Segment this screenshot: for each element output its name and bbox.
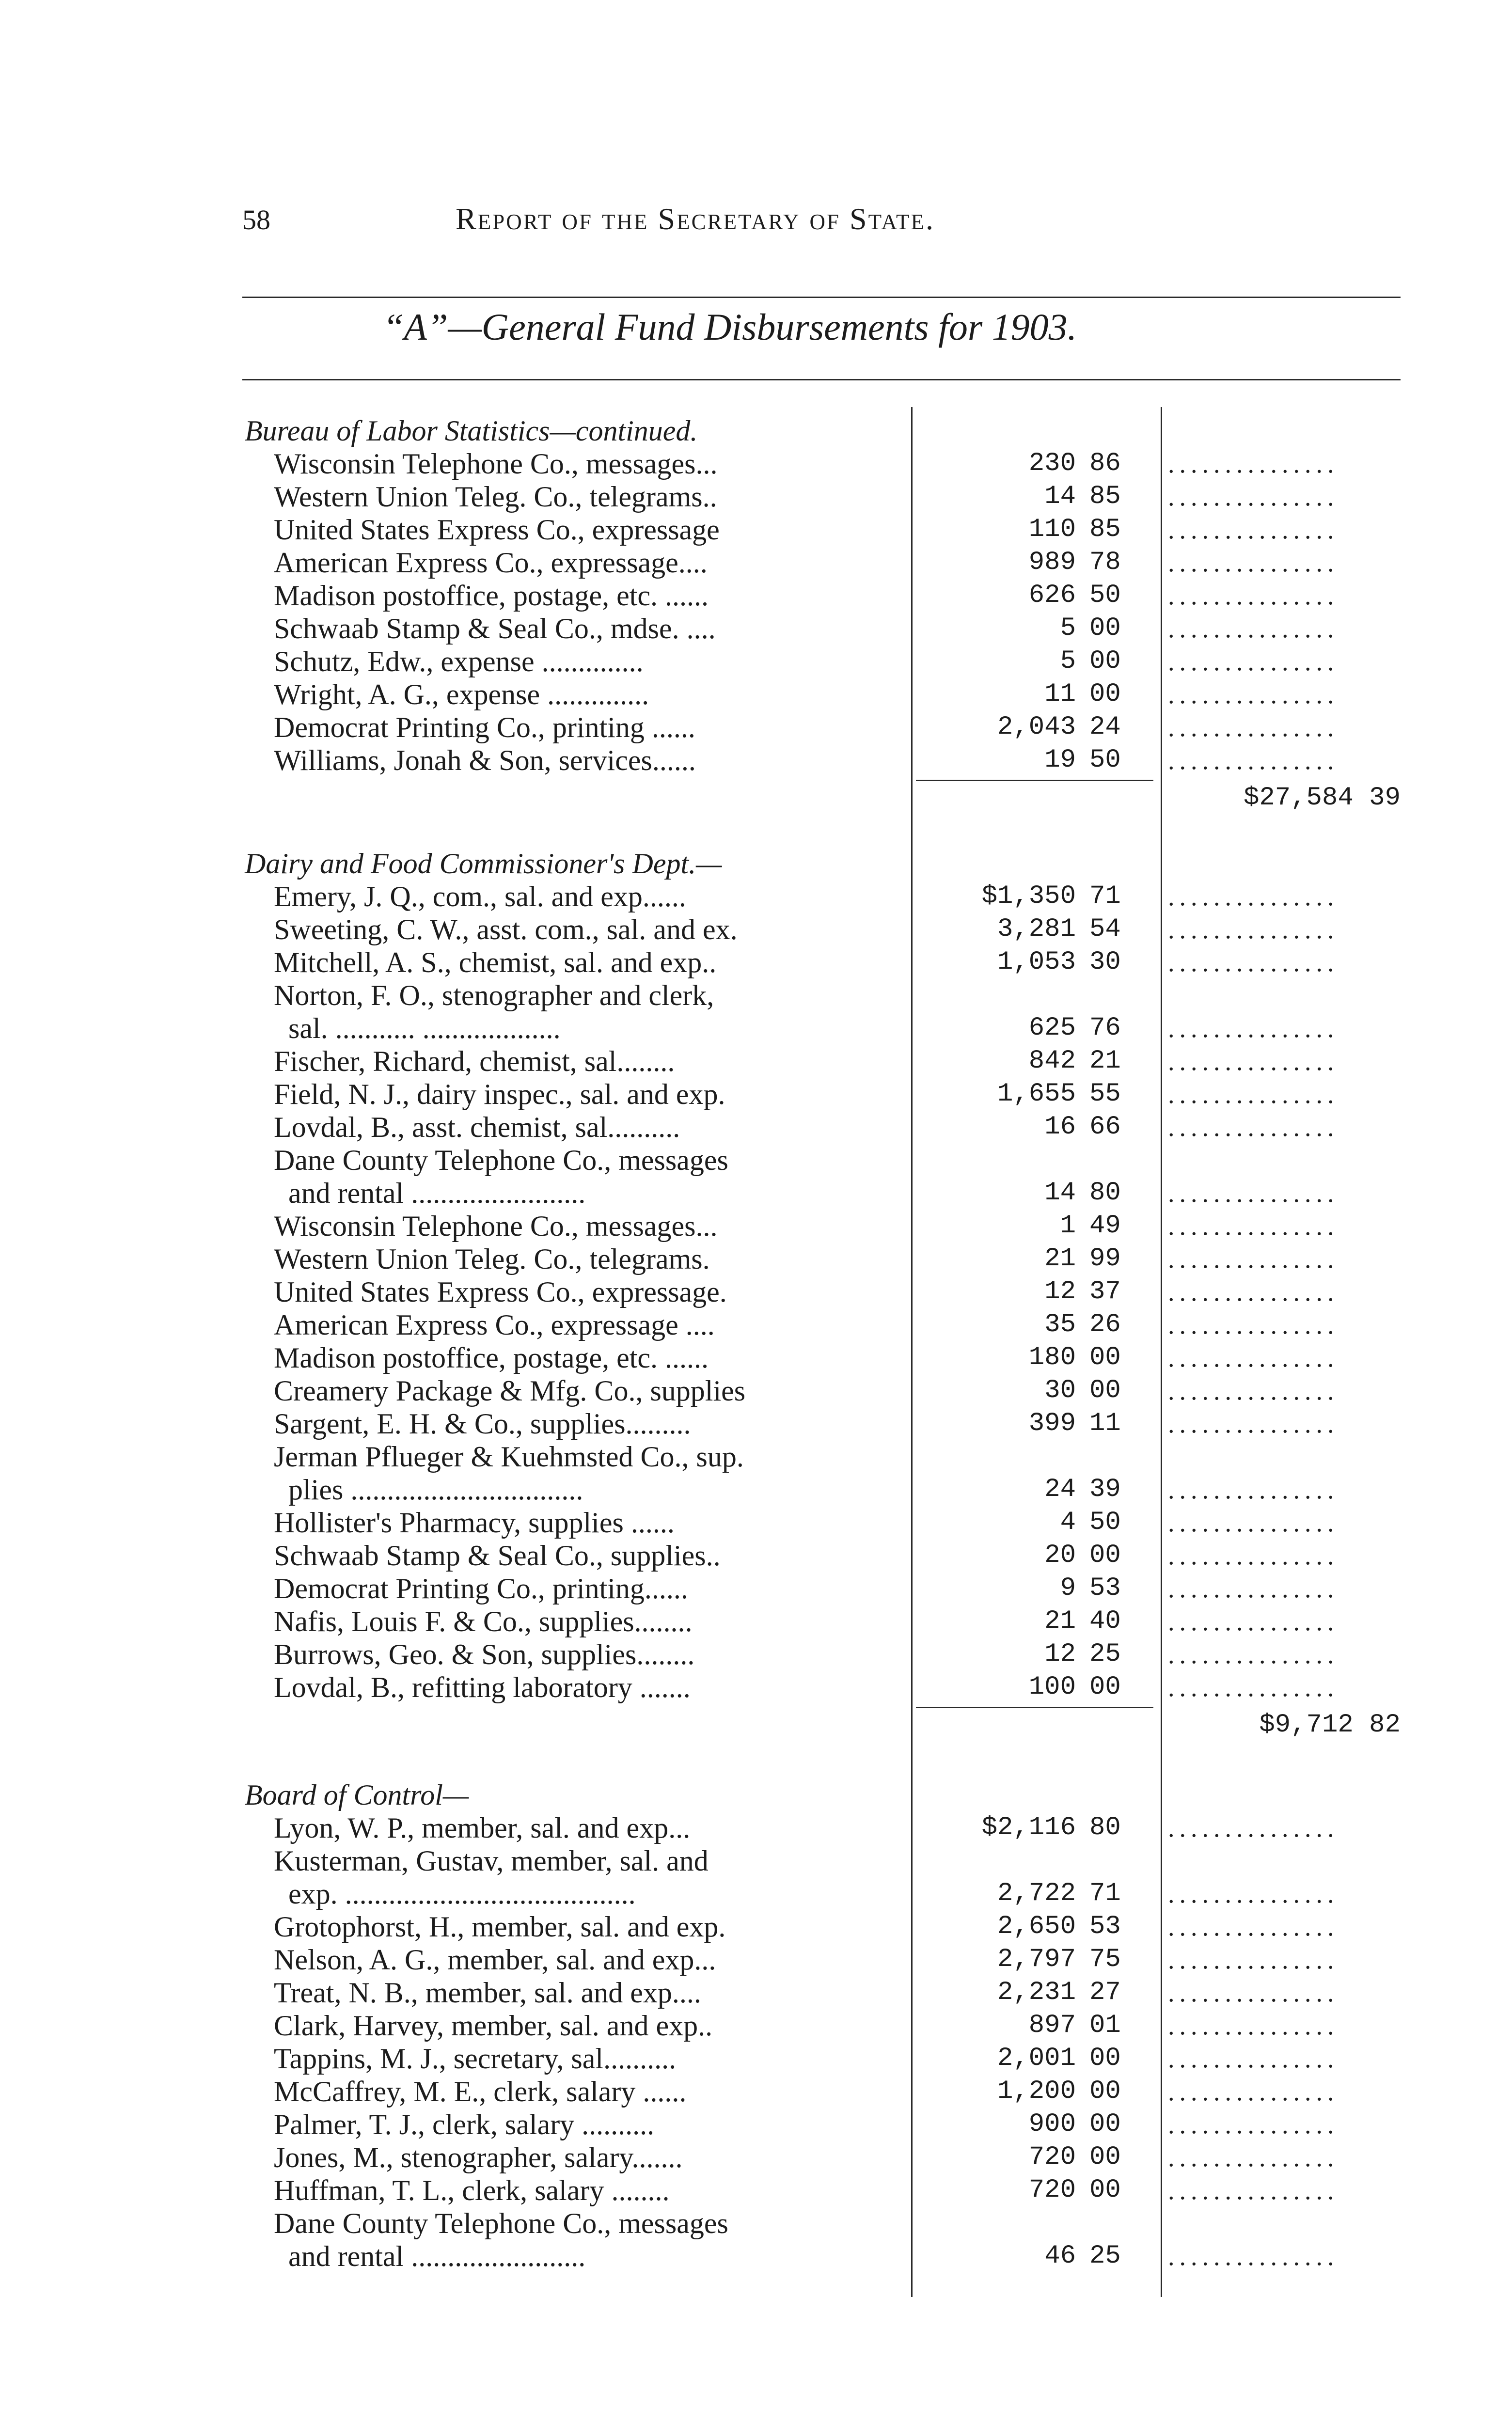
amount-dollars: 46 [1044, 2241, 1076, 2271]
total-column-leader: ............... [1168, 1179, 1339, 1208]
total-column-leader: ............... [1168, 482, 1339, 511]
total-column-leader: ............... [1168, 1080, 1339, 1109]
amount-cents: 00 [1089, 614, 1121, 643]
entry-description: Western Union Teleg. Co., telegrams.. [274, 481, 717, 513]
entry-description: Schwaab Stamp & Seal Co., supplies.. [274, 1540, 721, 1572]
entry-description: Democrat Printing Co., printing...... [274, 1573, 688, 1605]
table-row [0, 2141, 1512, 2174]
amount-cents: 53 [1089, 1912, 1121, 1941]
amount-cents: 00 [1089, 2109, 1121, 2139]
entry-description: Jones, M., stenographer, salary....... [274, 2141, 683, 2173]
total-column-leader: ............... [1168, 1574, 1339, 1603]
table-row [0, 1605, 1512, 1638]
amount-cents: 25 [1089, 1639, 1121, 1669]
amount-cents: 11 [1089, 1409, 1121, 1438]
entry-description: Williams, Jonah & Son, services...... [274, 744, 696, 776]
table-row [0, 579, 1512, 612]
amount-cents: 00 [1089, 1343, 1121, 1372]
entry-description: Kusterman, Gustav, member, sal. and [274, 1845, 709, 1877]
amount-dollars: 14 [1044, 482, 1076, 511]
entry-description: American Express Co., expressage.... [274, 547, 708, 579]
table-row [0, 480, 1512, 513]
amount-dollars: 2,650 [997, 1912, 1076, 1941]
amount-dollars: $2,116 [981, 1813, 1076, 1842]
entry-description: Tappins, M. J., secretary, sal.......... [274, 2043, 677, 2075]
entry-description: Dane County Telephone Co., messages [274, 2207, 728, 2239]
amount-cents: 26 [1089, 1310, 1121, 1339]
entry-description: Wright, A. G., expense .............. [274, 678, 649, 710]
amount-dollars: 4 [1060, 1508, 1076, 1537]
total-column-leader: ............... [1168, 948, 1339, 977]
table-row [0, 979, 1512, 1012]
total-column-leader: ............... [1168, 1014, 1339, 1043]
table-row [0, 2042, 1512, 2075]
total-column-leader: ............... [1168, 1673, 1339, 1702]
table-row [0, 2108, 1512, 2141]
total-column-leader: ............... [1168, 1113, 1339, 1142]
entry-description: Jerman Pflueger & Kuehmsted Co., sup. [274, 1441, 744, 1473]
table-row [0, 1539, 1512, 1572]
entry-description: plies ................................ [288, 1474, 583, 1506]
entry-description: Burrows, Geo. & Son, supplies........ [274, 1638, 695, 1670]
entry-description: Lyon, W. P., member, sal. and exp... [274, 1812, 691, 1844]
amount-cents: 00 [1089, 679, 1121, 709]
entry-description: United States Express Co., expressage [274, 514, 720, 546]
amount-cents: 80 [1089, 1178, 1121, 1208]
table-row [0, 447, 1512, 480]
entry-description: United States Express Co., expressage. [274, 1276, 727, 1308]
amount-dollars: $1,350 [981, 881, 1076, 911]
amount-dollars: 626 [1028, 581, 1076, 610]
table-row [0, 946, 1512, 979]
table-row [0, 2009, 1512, 2042]
entry-description: Palmer, T. J., clerk, salary .......... [274, 2108, 655, 2140]
table-row [0, 546, 1512, 579]
entry-description: and rental ........................ [288, 1177, 586, 1209]
amount-dollars: 2,001 [997, 2044, 1076, 2073]
amount-cents: 00 [1089, 2175, 1121, 2205]
total-column-leader: ............... [1168, 746, 1339, 775]
table-row [0, 711, 1512, 744]
amount-cents: 50 [1089, 1508, 1121, 1537]
page-number: 58 [242, 204, 270, 236]
table-row [0, 1976, 1512, 2009]
total-column-leader: ............... [1168, 1409, 1339, 1438]
total-column-leader: ............... [1168, 647, 1339, 676]
amount-cents: 40 [1089, 1606, 1121, 1636]
subtotal-rule [916, 1707, 1153, 1708]
amount-cents: 99 [1089, 1244, 1121, 1274]
amount-dollars: 11 [1044, 679, 1076, 709]
subtotal-rule [916, 780, 1153, 781]
amount-dollars: 842 [1028, 1046, 1076, 1076]
table-row [0, 1671, 1512, 1704]
total-column-leader: ............... [1168, 915, 1339, 944]
table-row [0, 2075, 1512, 2108]
entry-description: Schutz, Edw., expense .............. [274, 645, 644, 677]
section-total: $27,584 39 [1243, 783, 1401, 813]
table-row [0, 744, 1512, 777]
amount-cents: 66 [1089, 1112, 1121, 1142]
table-row [0, 1877, 1512, 1910]
entry-description: and rental ........................ [288, 2240, 586, 2272]
entry-description: Norton, F. O., stenographer and clerk, [274, 979, 714, 1011]
amount-dollars: 720 [1028, 2142, 1076, 2172]
amount-cents: 50 [1089, 581, 1121, 610]
entry-description: Emery, J. Q., com., sal. and exp...... [274, 881, 686, 913]
entry-description: Madison postoffice, postage, etc. ...... [274, 580, 709, 612]
amount-dollars: 1,655 [997, 1079, 1076, 1109]
amount-cents: 00 [1089, 2142, 1121, 2172]
table-row [0, 1111, 1512, 1144]
amount-dollars: 2,797 [997, 1945, 1076, 1974]
amount-dollars: 16 [1044, 1112, 1076, 1142]
section-total: $9,712 82 [1259, 1710, 1401, 1740]
total-column-leader: ............... [1168, 2143, 1339, 2172]
entry-description: Democrat Printing Co., printing ...... [274, 711, 695, 743]
table-row [0, 1012, 1512, 1045]
entry-description: Mitchell, A. S., chemist, sal. and exp.. [274, 946, 717, 978]
total-column-leader: ............... [1168, 1978, 1339, 2007]
total-column-leader: ............... [1168, 548, 1339, 577]
total-column-leader: ............... [1168, 1912, 1339, 1941]
entry-description: Creamery Package & Mfg. Co., supplies [274, 1375, 746, 1407]
table-row [0, 1275, 1512, 1308]
amount-dollars: 24 [1044, 1475, 1076, 1504]
table-title: “A”—General Fund Disbursements for 1903. [383, 306, 1077, 348]
total-column-leader: ............... [1168, 515, 1339, 544]
table-row [0, 913, 1512, 946]
total-column-leader: ............... [1168, 2044, 1339, 2073]
amount-dollars: 35 [1044, 1310, 1076, 1339]
table-row [0, 2174, 1512, 2207]
table-row [0, 1177, 1512, 1210]
total-column-leader: ............... [1168, 2242, 1339, 2271]
amount-dollars: 2,722 [997, 1879, 1076, 1908]
amount-dollars: 14 [1044, 1178, 1076, 1208]
amount-cents: 00 [1089, 1376, 1121, 1405]
entry-description: Western Union Teleg. Co., telegrams. [274, 1243, 710, 1275]
entry-description: Wisconsin Telephone Co., messages... [274, 1210, 718, 1242]
table-row [0, 1341, 1512, 1374]
amount-dollars: 30 [1044, 1376, 1076, 1405]
amount-cents: 00 [1089, 1541, 1121, 1570]
section-heading: Dairy and Food Commissioner's Dept.— [245, 848, 722, 880]
table-row [0, 2207, 1512, 2240]
entry-description: Sweeting, C. W., asst. com., sal. and ex. [274, 913, 738, 945]
table-row [0, 880, 1512, 913]
table-row [0, 1638, 1512, 1671]
amount-cents: 00 [1089, 2077, 1121, 2106]
table-row [0, 612, 1512, 645]
amount-cents: 00 [1089, 646, 1121, 676]
entry-description: Clark, Harvey, member, sal. and exp.. [274, 2010, 713, 2042]
total-column-leader: ............... [1168, 1541, 1339, 1570]
amount-dollars: 1,053 [997, 947, 1076, 977]
section-heading: Board of Control— [245, 1779, 469, 1811]
table-row [0, 1144, 1512, 1177]
amount-dollars: 989 [1028, 548, 1076, 577]
table-row [0, 1308, 1512, 1341]
amount-cents: 21 [1089, 1046, 1121, 1076]
amount-dollars: 9 [1060, 1573, 1076, 1603]
table-row [0, 1407, 1512, 1440]
amount-cents: 54 [1089, 914, 1121, 944]
table-row [0, 1943, 1512, 1976]
total-column-leader: ............... [1168, 2011, 1339, 2040]
title-rule [242, 379, 1401, 380]
table-row [0, 1210, 1512, 1243]
entry-description: Schwaab Stamp & Seal Co., mdse. .... [274, 613, 716, 645]
total-column-leader: ............... [1168, 882, 1339, 911]
amount-cents: 00 [1089, 2044, 1121, 2073]
amount-cents: 39 [1089, 1475, 1121, 1504]
entry-description: Hollister's Pharmacy, supplies ...... [274, 1507, 675, 1539]
amount-dollars: 900 [1028, 2109, 1076, 2139]
amount-dollars: 12 [1044, 1639, 1076, 1669]
total-column-leader: ............... [1168, 1277, 1339, 1306]
total-column-leader: ............... [1168, 581, 1339, 610]
amount-dollars: 720 [1028, 2175, 1076, 2205]
amount-cents: 85 [1089, 482, 1121, 511]
table-row [0, 1572, 1512, 1605]
amount-cents: 25 [1089, 2241, 1121, 2271]
amount-cents: 53 [1089, 1573, 1121, 1603]
amount-cents: 24 [1089, 712, 1121, 742]
table-row [0, 1844, 1512, 1877]
total-column-leader: ............... [1168, 1640, 1339, 1669]
entry-description: Dane County Telephone Co., messages [274, 1144, 728, 1176]
amount-cents: 78 [1089, 548, 1121, 577]
entry-description: Lovdal, B., refitting laboratory ....... [274, 1671, 691, 1703]
table-row [0, 513, 1512, 546]
amount-dollars: 897 [1028, 2011, 1076, 2040]
total-column-leader: ............... [1168, 1047, 1339, 1076]
total-column-leader: ............... [1168, 1310, 1339, 1339]
total-column-leader: ............... [1168, 1212, 1339, 1241]
table-row [0, 1910, 1512, 1943]
amount-cents: 27 [1089, 1978, 1121, 2007]
table-row [0, 1440, 1512, 1473]
amount-cents: 30 [1089, 947, 1121, 977]
running-head: Report of the Secretary of State. [456, 202, 935, 236]
amount-dollars: 100 [1028, 1672, 1076, 1702]
amount-cents: 49 [1089, 1211, 1121, 1241]
amount-dollars: 5 [1060, 646, 1076, 676]
amount-cents: 01 [1089, 2011, 1121, 2040]
table-row [0, 1811, 1512, 1844]
total-column-leader: ............... [1168, 1244, 1339, 1274]
amount-dollars: 399 [1028, 1409, 1076, 1438]
amount-dollars: 3,281 [997, 914, 1076, 944]
amount-dollars: 625 [1028, 1013, 1076, 1043]
amount-dollars: 21 [1044, 1244, 1076, 1274]
total-column-leader: ............... [1168, 1813, 1339, 1842]
table-row [0, 678, 1512, 711]
entry-description: Huffman, T. L., clerk, salary ........ [274, 2174, 670, 2206]
amount-dollars: 20 [1044, 1541, 1076, 1570]
amount-cents: 75 [1089, 1945, 1121, 1974]
table-row [0, 1078, 1512, 1111]
amount-cents: 55 [1089, 1079, 1121, 1109]
total-column-leader: ............... [1168, 1475, 1339, 1504]
amount-dollars: 21 [1044, 1606, 1076, 1636]
amount-dollars: 110 [1028, 515, 1076, 544]
total-column-leader: ............... [1168, 713, 1339, 742]
amount-dollars: 2,231 [997, 1978, 1076, 2007]
entry-description: McCaffrey, M. E., clerk, salary ...... [274, 2076, 687, 2108]
entry-description: exp. ........................................ [288, 1878, 636, 1910]
total-column-leader: ............... [1168, 2176, 1339, 2205]
entry-description: Grotophorst, H., member, sal. and exp. [274, 1911, 726, 1943]
amount-cents: 80 [1089, 1813, 1121, 1842]
amount-dollars: 2,043 [997, 712, 1076, 742]
amount-cents: 76 [1089, 1013, 1121, 1043]
total-column-leader: ............... [1168, 1508, 1339, 1537]
entry-description: Nelson, A. G., member, sal. and exp... [274, 1944, 716, 1976]
amount-dollars: 230 [1028, 449, 1076, 478]
amount-cents: 37 [1089, 1277, 1121, 1306]
amount-cents: 71 [1089, 1879, 1121, 1908]
table-row [0, 645, 1512, 678]
table-row [0, 2240, 1512, 2273]
entry-description: Field, N. J., dairy inspec., sal. and exp. [274, 1078, 725, 1110]
entry-description: sal. ........... ................... [288, 1012, 561, 1044]
top-rule [242, 297, 1401, 298]
total-column-leader: ............... [1168, 2077, 1339, 2106]
total-column-leader: ............... [1168, 1879, 1339, 1908]
amount-dollars: 12 [1044, 1277, 1076, 1306]
amount-cents: 50 [1089, 745, 1121, 775]
table-row [0, 1506, 1512, 1539]
entry-description: Treat, N. B., member, sal. and exp.... [274, 1977, 701, 2009]
entry-description: Fischer, Richard, chemist, sal........ [274, 1045, 675, 1077]
entry-description: Wisconsin Telephone Co., messages... [274, 448, 718, 480]
entry-description: Lovdal, B., asst. chemist, sal.......... [274, 1111, 680, 1143]
amount-cents: 86 [1089, 449, 1121, 478]
total-column-leader: ............... [1168, 1945, 1339, 1974]
table-row [0, 1045, 1512, 1078]
amount-dollars: 5 [1060, 614, 1076, 643]
entry-description: Madison postoffice, postage, etc. ...... [274, 1342, 709, 1374]
amount-cents: 85 [1089, 515, 1121, 544]
entry-description: Sargent, E. H. & Co., supplies......... [274, 1408, 691, 1440]
amount-dollars: 19 [1044, 745, 1076, 775]
amount-cents: 00 [1089, 1672, 1121, 1702]
entry-description: Nafis, Louis F. & Co., supplies........ [274, 1605, 693, 1637]
amount-cents: 71 [1089, 881, 1121, 911]
amount-dollars: 180 [1028, 1343, 1076, 1372]
total-column-leader: ............... [1168, 1376, 1339, 1405]
table-row [0, 1473, 1512, 1506]
entry-description: American Express Co., expressage .... [274, 1309, 715, 1341]
amount-dollars: 1,200 [997, 2077, 1076, 2106]
table-row [0, 1374, 1512, 1407]
table-row [0, 1243, 1512, 1275]
total-column-leader: ............... [1168, 680, 1339, 709]
section-heading: Bureau of Labor Statistics—continued. [245, 415, 698, 447]
total-column-leader: ............... [1168, 449, 1339, 478]
amount-dollars: 1 [1060, 1211, 1076, 1241]
total-column-leader: ............... [1168, 1343, 1339, 1372]
total-column-leader: ............... [1168, 614, 1339, 643]
total-column-leader: ............... [1168, 1607, 1339, 1636]
total-column-leader: ............... [1168, 2110, 1339, 2139]
